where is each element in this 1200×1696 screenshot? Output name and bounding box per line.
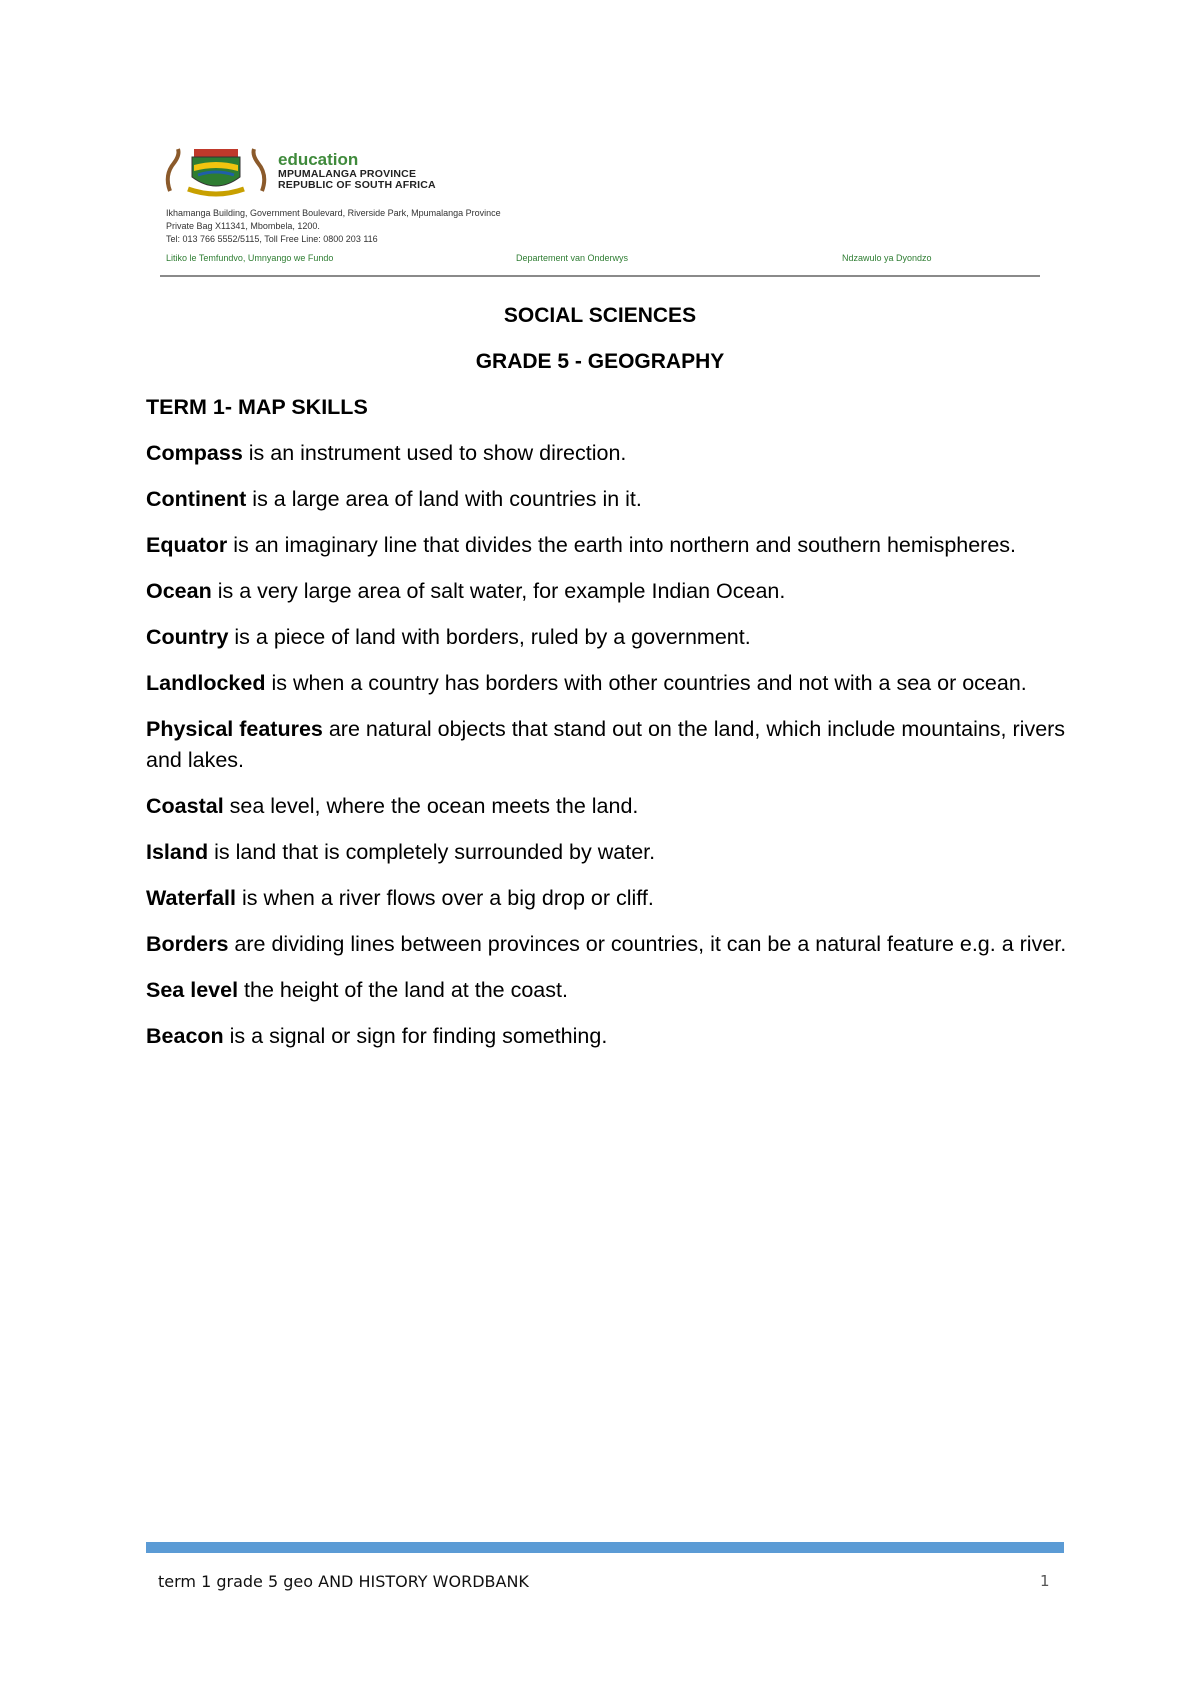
footer-text: term 1 grade 5 geo AND HISTORY WORDBANK (158, 1572, 529, 1591)
definition-item (146, 668, 1076, 699)
definition-text: is when a river flows over a big drop or cliff. (236, 886, 654, 910)
definition-text: sea level, where the ocean meets the land. (223, 794, 639, 818)
definition-term: Borders (146, 932, 229, 956)
header-divider (160, 275, 1040, 277)
definition-term: Country (146, 625, 229, 649)
definition-term: Ocean (146, 579, 212, 603)
definition-item (146, 714, 1076, 776)
definition-item (146, 883, 1076, 914)
definition-item (146, 1021, 1076, 1052)
definition-text: is a signal or sign for finding something. (223, 1024, 608, 1048)
definition-item (146, 622, 1076, 653)
definition-item (146, 576, 1076, 607)
definition-item (146, 438, 1076, 469)
definition-item (146, 837, 1076, 868)
definition-item (146, 530, 1076, 561)
coat-of-arms-icon (160, 145, 272, 197)
definition-text: is a large area of land with countries in it. (246, 487, 642, 511)
address-line: Private Bag X11341, Mbombela, 1200. (166, 221, 320, 231)
address-block (166, 207, 501, 246)
definition-text: is an instrument used to show direction. (242, 441, 627, 465)
definition-text: is land that is completely surrounded by water. (208, 840, 656, 864)
definition-text: is a very large area of salt water, for example Indian Ocean. (211, 579, 786, 603)
definition-text: the height of the land at the coast. (238, 978, 568, 1002)
letterhead (160, 145, 1040, 281)
wordbank-content (146, 392, 1076, 1067)
department-name-center: Departement van Onderwys (516, 253, 629, 263)
section-heading: TERM 1- MAP SKILLS (146, 395, 368, 419)
definition-term: Beacon (146, 1024, 224, 1048)
page-subtitle: GRADE 5 - GEOGRAPHY (475, 350, 725, 373)
page-number: 1 (1040, 1572, 1050, 1590)
brand-block (278, 151, 436, 191)
definition-term: Physical features (146, 717, 323, 741)
definition-text: is an imaginary line that divides the earth into northern and southern hemispheres. (227, 533, 1017, 557)
footer-bar (146, 1542, 1064, 1553)
definition-term: Continent (146, 487, 247, 511)
definition-item (146, 484, 1076, 515)
page-title: SOCIAL SCIENCES (503, 304, 697, 327)
definition-term: Landlocked (146, 671, 266, 695)
definition-item (146, 975, 1076, 1006)
address-line: Ikhamanga Building, Government Boulevard, Riverside Park, Mpumalanga Province (166, 208, 501, 218)
definitions-list (146, 438, 1076, 1052)
brand-country: REPUBLIC OF SOUTH AFRICA (278, 179, 436, 191)
definition-term: Compass (146, 441, 243, 465)
definition-term: Coastal (146, 794, 224, 818)
definition-term: Island (146, 840, 209, 864)
definition-item (146, 929, 1076, 960)
definition-text: are natural objects that stand out on the land, which include mountains, rivers and lakes. (146, 717, 1066, 772)
definition-term: Waterfall (146, 886, 236, 910)
definition-term: Equator (146, 533, 228, 557)
definition-text: is when a country has borders with other countries and not with a sea or ocean. (265, 671, 1027, 695)
definition-item (146, 791, 1076, 822)
definition-term: Sea level (146, 978, 239, 1002)
brand-main: education (278, 150, 359, 169)
definition-text: is a piece of land with borders, ruled by a government. (228, 625, 751, 649)
address-line: Tel: 013 766 5552/5115, Toll Free Line: 0800 203 116 (166, 234, 378, 244)
department-name-left: Litiko le Temfundvo, Umnyango we Fundo (166, 253, 334, 263)
definition-text: are dividing lines between provinces or countries, it can be a natural feature e.g. a river. (228, 932, 1067, 956)
department-name-right: Ndzawulo ya Dyondzo (842, 253, 932, 263)
brand-province: MPUMALANGA PROVINCE (278, 168, 417, 180)
